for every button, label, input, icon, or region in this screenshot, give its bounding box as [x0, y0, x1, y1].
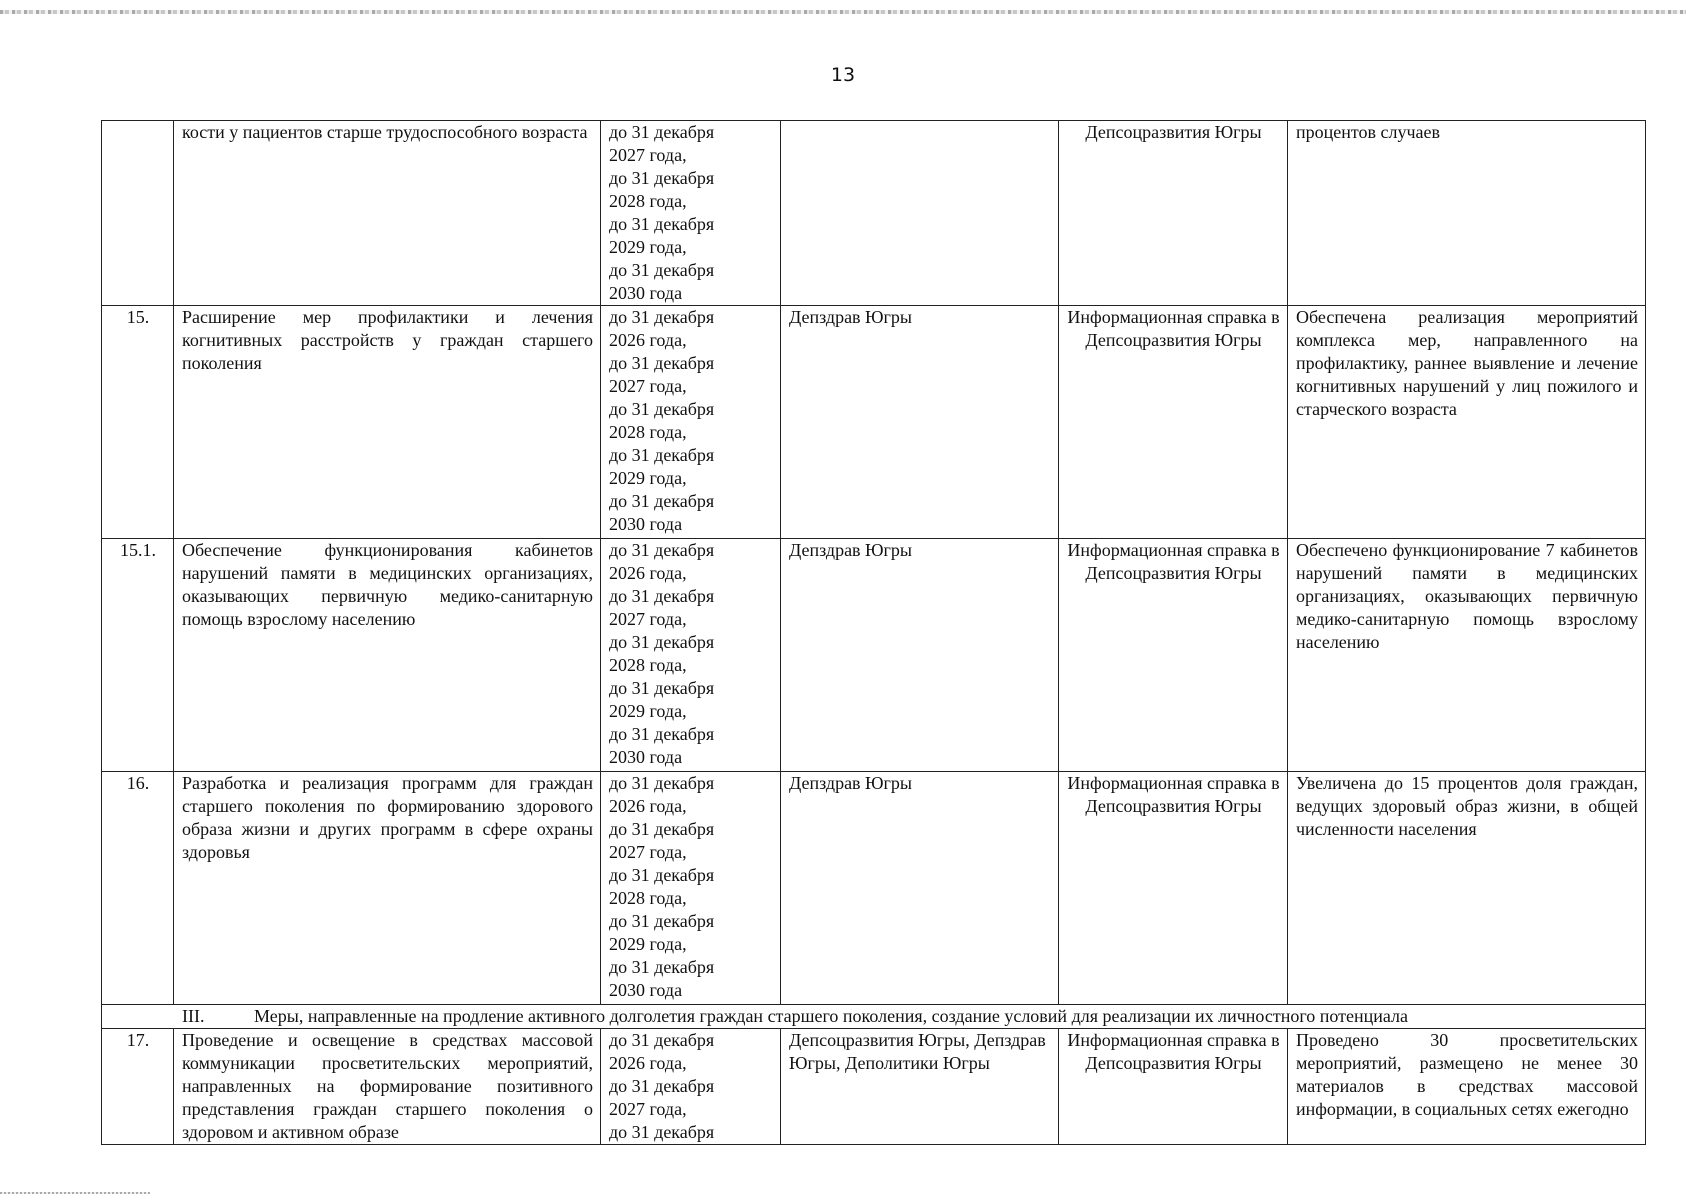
section-row [102, 1005, 1646, 1029]
executor [781, 121, 1059, 306]
deadline-line: до 31 декабря [609, 632, 715, 652]
deadline-line: до 31 декабря [609, 1122, 715, 1142]
deadline-line: 2030 года [609, 283, 683, 303]
deadline-line: до 31 декабря [609, 819, 715, 839]
expected-result: процентов случаев [1288, 121, 1646, 306]
deadline [601, 539, 781, 772]
deadline-line: 2028 года, [609, 888, 687, 908]
measure-name: Обеспечение функционирования кабинетов нарушений памяти в медицинских организациях, оказывающих первичную медико-санитарную помощь взрослому населению [174, 539, 601, 772]
deadline-line: 2029 года, [609, 237, 687, 257]
executor: Депсоцразвития Югры, Депздрав Югры, Деполитики Югры [781, 1029, 1059, 1145]
report-document: Информационная справка в Депсоцразвития Югры [1059, 306, 1288, 539]
expected-result: Увеличена до 15 процентов доля граждан, ведущих здоровый образ жизни, в общей численности населения [1288, 772, 1646, 1005]
deadline-line: 2026 года, [609, 1053, 687, 1073]
deadline-line: 2029 года, [609, 701, 687, 721]
deadline-line: 2029 года, [609, 934, 687, 954]
table-row [102, 306, 1646, 539]
row-number: 15.1. [102, 539, 174, 772]
deadline-line: до 31 декабря [609, 540, 715, 560]
report-document: Депсоцразвития Югры [1059, 121, 1288, 306]
executor: Депздрав Югры [781, 539, 1059, 772]
row-number: 16. [102, 772, 174, 1005]
deadline-line: 2027 года, [609, 376, 687, 396]
report-document: Информационная справка в Депсоцразвития Югры [1059, 1029, 1288, 1145]
deadline-line: до 31 декабря [609, 957, 715, 977]
scan-edge-top [0, 10, 1686, 14]
deadline-line: до 31 декабря [609, 865, 715, 885]
deadline-line: 2030 года [609, 514, 683, 534]
deadline-line: 2026 года, [609, 796, 687, 816]
deadline-line: 2028 года, [609, 422, 687, 442]
deadline-line: до 31 декабря [609, 1030, 715, 1050]
table-row [102, 772, 1646, 1005]
row-number [102, 121, 174, 306]
deadline-line: до 31 декабря [609, 911, 715, 931]
deadline-line: до 31 декабря [609, 586, 715, 606]
deadline-line: до 31 декабря [609, 678, 715, 698]
deadline-line: до 31 декабря [609, 168, 715, 188]
deadline-line: 2026 года, [609, 563, 687, 583]
expected-result: Обеспечена реализация мероприятий комплекса мер, направленного на профилактику, раннее выявление и лечение когнитивных нарушений у лиц пожилого и старческого возраста [1288, 306, 1646, 539]
deadline-line: 2030 года [609, 980, 683, 1000]
deadline-line: 2027 года, [609, 1099, 687, 1119]
deadline-line: до 31 декабря [609, 307, 715, 327]
expected-result: Обеспечено функционирование 7 кабинетов нарушений памяти в медицинских организациях, оказывающих первичную медико-санитарную помощь взрослому населению [1288, 539, 1646, 772]
deadline [601, 772, 781, 1005]
report-document: Информационная справка в Депсоцразвития Югры [1059, 539, 1288, 772]
table-row [102, 539, 1646, 772]
section-title: Меры, направленные на продление активного долголетия граждан старшего поколения, создание условий для реализации их личностного потенциала [254, 1006, 1409, 1026]
deadline-line: до 31 декабря [609, 353, 715, 373]
deadline-line: 2028 года, [609, 655, 687, 675]
table-row [102, 121, 1646, 306]
deadline-line: 2028 года, [609, 191, 687, 211]
deadline [601, 121, 781, 306]
deadline [601, 306, 781, 539]
section-number: III. [182, 1006, 205, 1026]
deadline-line: 2029 года, [609, 468, 687, 488]
row-number: 17. [102, 1029, 174, 1145]
measure-name: Расширение мер профилактики и лечения когнитивных расстройств у граждан старшего поколения [174, 306, 601, 539]
measures-table [101, 120, 1646, 1145]
deadline-line: до 31 декабря [609, 491, 715, 511]
measure-name: кости у пациентов старше трудоспособного возраста [174, 121, 601, 306]
deadline-line: 2030 года [609, 747, 683, 767]
deadline-line: до 31 декабря [609, 399, 715, 419]
measure-name: Проведение и освещение в средствах массовой коммуникации просветительских мероприятий, направленных на формирование позитивного представления граждан старшего поколения о здоровом и активном образе [174, 1029, 601, 1145]
executor: Депздрав Югры [781, 772, 1059, 1005]
deadline-line: до 31 декабря [609, 1076, 715, 1096]
scan-edge-bottom [0, 1192, 150, 1194]
deadline-line: 2026 года, [609, 330, 687, 350]
row-number: 15. [102, 306, 174, 539]
deadline-line: до 31 декабря [609, 724, 715, 744]
section-heading [102, 1005, 1646, 1029]
deadline-line: до 31 декабря [609, 773, 715, 793]
measure-name: Разработка и реализация программ для граждан старшего поколения по формированию здорового образа жизни и других программ в сфере охраны здоровья [174, 772, 601, 1005]
table-body [102, 121, 1646, 1145]
table-row [102, 1029, 1646, 1145]
executor: Депздрав Югры [781, 306, 1059, 539]
deadline-line: до 31 декабря [609, 122, 715, 142]
page-number: 13 [830, 64, 856, 86]
deadline-line: до 31 декабря [609, 214, 715, 234]
deadline [601, 1029, 781, 1145]
report-document: Информационная справка в Депсоцразвития Югры [1059, 772, 1288, 1005]
deadline-line: 2027 года, [609, 609, 687, 629]
expected-result: Проведено 30 просветительских мероприятий, размещено не менее 30 материалов в средствах массовой информации, в социальных сетях ежегодно [1288, 1029, 1646, 1145]
deadline-line: до 31 декабря [609, 445, 715, 465]
deadline-line: 2027 года, [609, 145, 687, 165]
deadline-line: до 31 декабря [609, 260, 715, 280]
deadline-line: 2027 года, [609, 842, 687, 862]
